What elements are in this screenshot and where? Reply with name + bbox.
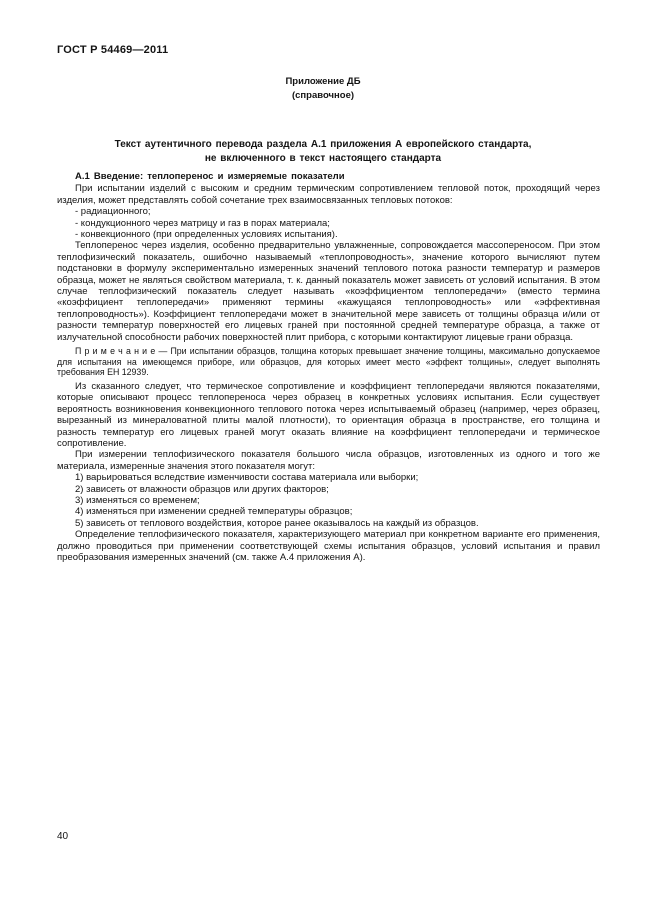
annex-label: Приложение ДБ xyxy=(285,76,361,87)
list-item-conduction: - кондукционного через матрицу и газ в порах материала; xyxy=(75,217,330,229)
annex-heading xyxy=(0,75,646,102)
paragraph-intro: При испытании изделий с высоким и средним термическим сопротивлением тепловой поток, проходящий через изделия, может представлять собой сочетание трех взаимосвязанных тепловых потоков: xyxy=(57,183,600,206)
list-item-convection: - конвекционного (при определенных условиях испытания). xyxy=(75,229,338,241)
paragraph-conclusion: Из сказанного следует, что термическое сопротивление и коэффициент теплопередачи являются показателями, которые описывают процесс теплопереноса через образец в конкретных условиях испытания. Если существует вероятность возникновения конвекционного теплового потока через испытываемый образец (например, через образец, вырезанный из минераловатной плиты малой плотности), то ориентация образца в пространстве, его толщина и разность температур его лицевых граней могут оказать влияние на коэффициент теплопередачи и термическое сопротивление. xyxy=(57,380,600,449)
list-item-2: 2) зависеть от влажности образцов или других факторов; xyxy=(75,483,329,495)
section-a1-content xyxy=(57,171,600,563)
section-heading: А.1 Введение: теплоперенос и измеряемые показатели xyxy=(75,171,345,182)
list-item-radiation: - радиационного; xyxy=(75,206,151,218)
list-item-3: 3) изменяться со временем; xyxy=(75,494,200,506)
annex-type: (справочное) xyxy=(291,89,355,101)
list-item-1: 1) варьироваться вследствие изменчивости состава материала или выборки; xyxy=(75,472,419,484)
title-line-1: Текст аутентичного перевода раздела А.1 приложения А европейского стандарта, xyxy=(114,139,532,150)
list-item-5: 5) зависеть от теплового воздействия, которое ранее оказывалось на каждый из образцов. xyxy=(75,517,479,529)
note-thickness: П р и м е ч а н и е — При испытании образцов, толщина которых превышает значение толщины, максимально допускаемое для испытания на имеющемся приборе, или образцов, для которых имеет место «эффект толщины», следует выполнять требования ЕН 12939. xyxy=(57,346,600,378)
document-title xyxy=(40,138,606,166)
title-line-2: не включенного в текст настоящего стандарта xyxy=(204,153,442,164)
paragraph-measurement: При измерении теплофизического показателя большого числа образцов, изготовленных из одного и того же материала, измеренные значения этого показателя могут: xyxy=(57,449,600,472)
paragraph-definition: Определение теплофизического показателя, характеризующего материал при конкретном варианте его применения, должно проводиться при применении соответствующей схемы испытания образцов, условий испытания и правил преобразования измеренных значений (см. также А.4 приложения А). xyxy=(57,529,600,563)
document-number: ГОСТ Р 54469—2011 xyxy=(57,44,169,56)
page-number: 40 xyxy=(57,831,69,842)
paragraph-heat-transfer: Теплоперенос через изделия, особенно предварительно увлажненные, сопровождается массопереносом. При этом теплофизический показатель, ошибочно называемый «теплопроводность», значение которого вычисляют путем подстановки в формулу экспериментально измеренных значений теплового потока разности температур и размеров образца, может не являться свойством материала, т. к. данный показатель может зависеть от условий испытания. В этом случае теплофизический показатель следует называть «коэффициентом теплопередачи» (вместо термина «коэффициент теплопередачи» применяют термины «кажущаяся теплопроводность» или «эффективная теплопроводность»). Коэффициент теплопередачи может в значительной мере зависеть от толщины образца и/или от разности температур поверхностей его лицевых граней при постоянной средней температуре образца, а также от излучательной способности рабочих поверхностей плит прибора, с которыми контактируют лицевые грани образца. xyxy=(57,240,600,343)
list-item-4: 4) изменяться при изменении средней температуры образцов; xyxy=(75,506,353,518)
